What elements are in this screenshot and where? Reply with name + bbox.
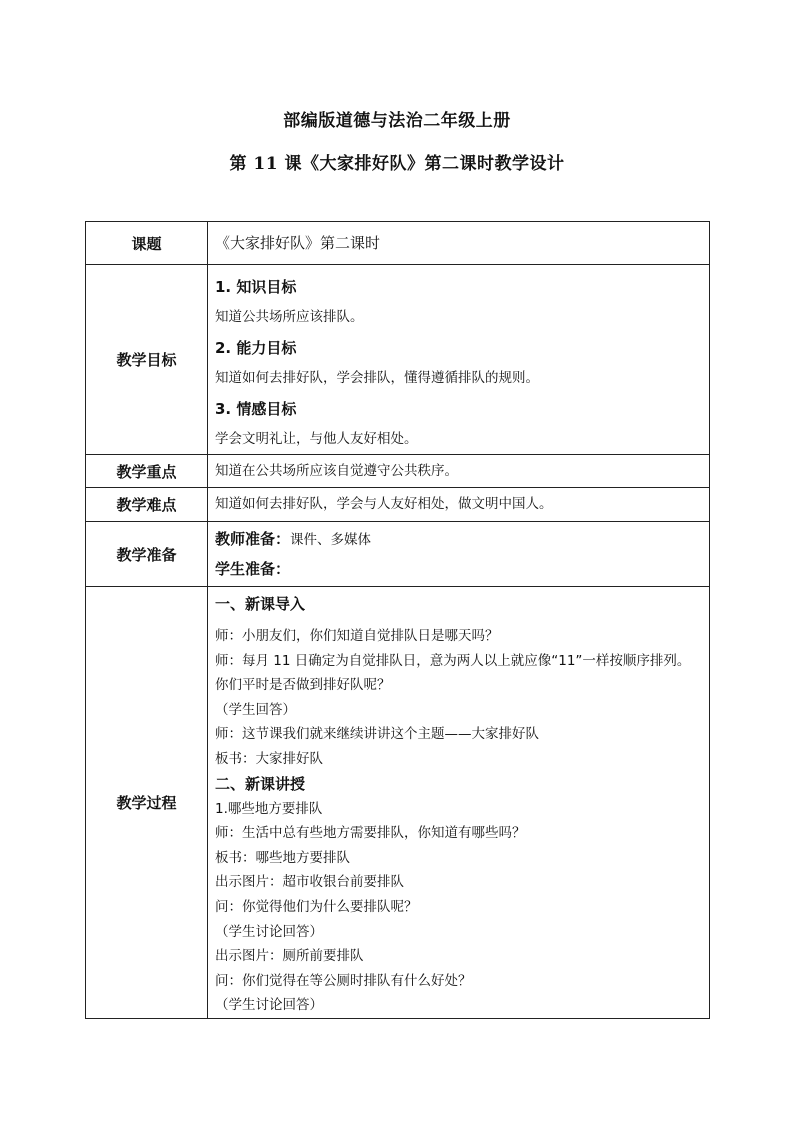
- table-row-goals: [86, 265, 710, 455]
- process-line: （学生讨论回答）: [215, 997, 323, 1014]
- focus-value: 知道在公共场所应该自觉遵守公共秩序。: [215, 462, 458, 479]
- teacher-prep-label: 教师准备：: [215, 529, 291, 548]
- table-row-process: [86, 587, 710, 1019]
- lesson-plan-table: [85, 221, 710, 1019]
- process-line: 板书：大家排好队: [215, 750, 323, 767]
- process-line: 师：小朋友们，你们知道自觉排队日是哪天吗？: [215, 628, 499, 644]
- preparation-label: 教学准备: [86, 522, 208, 587]
- goal-text-2: 知道如何去排好队，学会排队，懂得遵循排队的规则。: [215, 370, 539, 386]
- focus-cell: [208, 455, 710, 488]
- process-line: 1.哪些地方要排队: [215, 800, 323, 817]
- table-row-focus: [86, 455, 710, 488]
- goal-heading-2: 2. 能力目标: [215, 339, 297, 357]
- difficulty-value: 知道如何去排好队，学会与人友好相处，做文明中国人。: [215, 496, 553, 512]
- process-cell: [208, 587, 710, 1019]
- process-line: 板书：哪些地方要排队: [215, 849, 350, 866]
- goal-heading-3: 3. 情感目标: [215, 400, 297, 418]
- goals-cell: [208, 265, 710, 455]
- goal-heading-1: 1. 知识目标: [215, 278, 297, 296]
- goals-label: 教学目标: [86, 265, 208, 455]
- document-subtitle: 第 11 课《大家排好队》第二课时教学设计: [229, 154, 565, 174]
- topic-cell: [208, 222, 710, 265]
- goal-text-3: 学会文明礼让，与他人友好相处。: [215, 431, 418, 447]
- process-line: （学生回答）: [215, 701, 296, 718]
- process-line: 师：每月 11 日确定为自觉排队日，意为两人以上就应像“11”一样按顺序排列。你们平时是否做到排好队呢？: [215, 652, 691, 694]
- process-line: 出示图片：厕所前要排队: [215, 948, 364, 965]
- preparation-cell: [208, 522, 710, 587]
- goal-text-1: 知道公共场所应该排队。: [215, 309, 364, 325]
- topic-value: 《大家排好队》第二课时: [215, 233, 381, 252]
- table-row-topic: [86, 222, 710, 265]
- section-heading-intro: 一、新课导入: [215, 595, 306, 613]
- teacher-prep: [215, 525, 701, 555]
- process-line: 出示图片：超市收银台前要排队: [215, 874, 404, 891]
- difficulty-label: 教学难点: [86, 488, 208, 522]
- student-prep-label: 学生准备：: [215, 559, 291, 578]
- difficulty-cell: [208, 488, 710, 522]
- process-line: 问：你觉得他们为什么要排队呢？: [215, 898, 418, 915]
- process-line: （学生讨论回答）: [215, 923, 323, 940]
- table-row-preparation: [86, 522, 710, 587]
- topic-label: 课题: [86, 222, 208, 265]
- table-row-difficulty: [86, 488, 710, 522]
- process-line: 师：生活中总有些地方需要排队，你知道有哪些吗？: [215, 825, 526, 842]
- section-heading-teaching: 二、新课讲授: [215, 774, 306, 793]
- process-line: 师：这节课我们就来继续讲讲这个主题——大家排好队: [215, 726, 539, 743]
- process-line: 问：你们觉得在等公厕时排队有什么好处？: [215, 972, 472, 989]
- focus-label: 教学重点: [86, 455, 208, 488]
- document-title: 部编版道德与法治二年级上册: [283, 111, 511, 131]
- process-label: 教学过程: [86, 587, 208, 1019]
- teacher-prep-value: 课件、多媒体: [290, 531, 372, 548]
